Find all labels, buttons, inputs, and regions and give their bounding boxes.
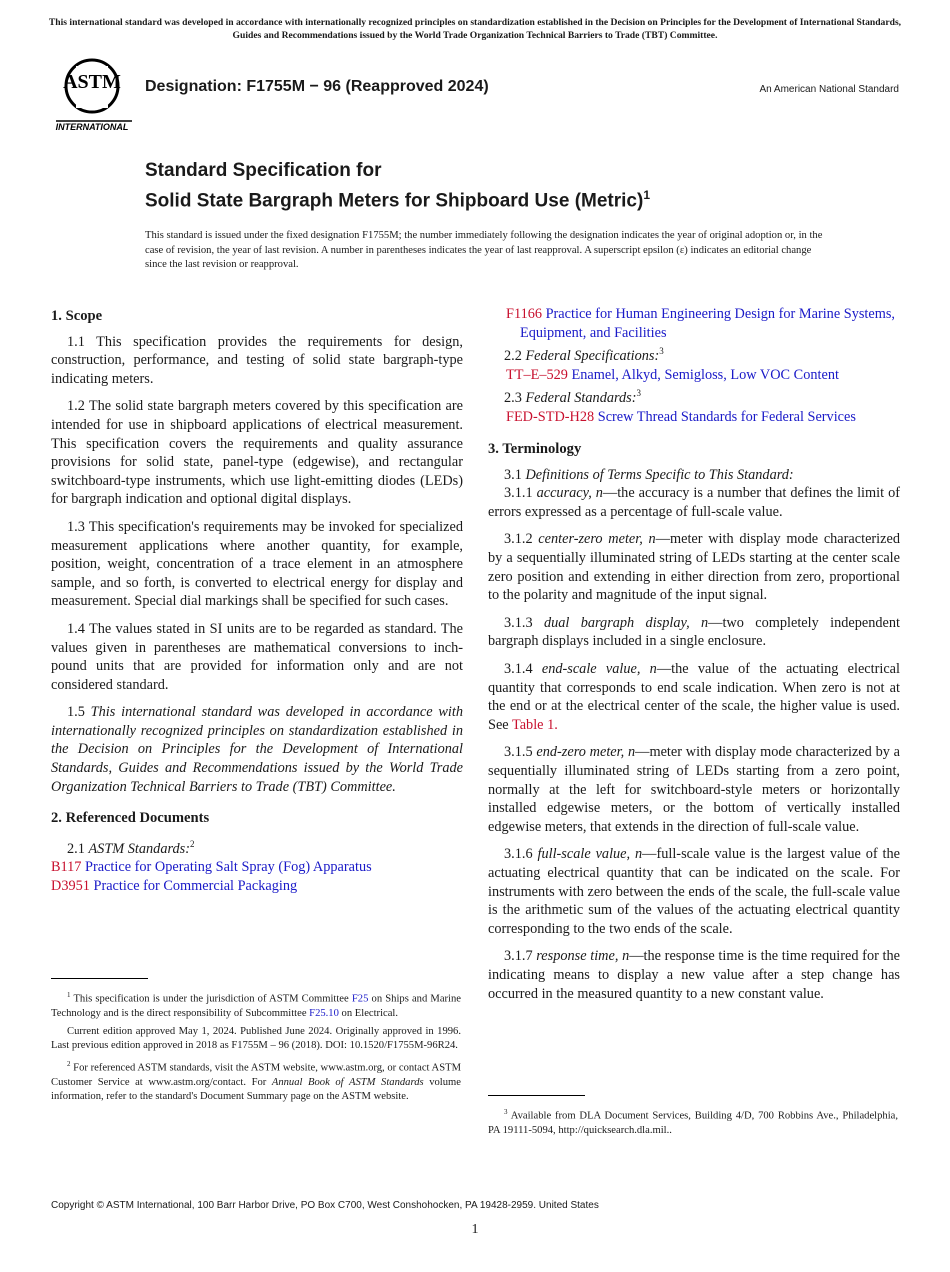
logo-text: ASTM [63, 71, 121, 93]
footnotes-left [51, 988, 461, 1108]
link-f25-10[interactable]: F25.10 [309, 1007, 339, 1019]
designation: Designation: F1755M − 96 (Reapproved 2024) [145, 78, 489, 95]
federal-specifications-label: 2.2 Federal Specifications:$^3$ [504, 346, 664, 364]
left-column [51, 305, 463, 895]
footnote-rule-left [51, 978, 148, 979]
para-1-1: 1.1 This specification provides the requirements for design, construction, performance, and testing of solid state bargraph-type indicating meters. [51, 333, 463, 387]
link-table-1[interactable]: Table 1. [511, 716, 558, 733]
title-line-2: Solid State Bargraph Meters for Shipboard Use (Metric) [145, 190, 644, 212]
term-center-zero: 3.1.2 center-zero meter, n—meter with display mode characterized by a sequentially illuminated string of LEDs starting at the center scale zero position and extending in either direction from zero, proportional to the polarity and magnitude of the input signal. [488, 531, 900, 604]
title-line-1: Standard Specification for [145, 160, 382, 181]
ref-fed-std-h28[interactable]: FED-STD-H28 Screw Thread Standards for Federal Services [506, 408, 856, 425]
term-accuracy: 3.1.1 accuracy, n—the accuracy is a number that defines the limit of errors expressed as a percentage of full-scale value. [488, 485, 900, 520]
ref-b117[interactable]: B117 Practice for Operating Salt Spray (Fog) Apparatus [51, 859, 372, 876]
logo-subtext: INTERNATIONAL [55, 122, 129, 132]
term-end-zero: 3.1.5 end-zero meter, n—meter with display mode characterized by a sequentially illuminated string of LEDs starting from a zero point, normally at the left for switchboard-style meters or horizontally installed edgewise meters, or the bottom of vertically installed edgewise meters, that extends in the direction of full-scale value. [488, 744, 901, 835]
footnote-rule-right [488, 1095, 585, 1096]
para-1-4: 1.4 The values stated in SI units are to be regarded as standard. The values given in parentheses are mathematical conversions to inch-pound units that are provided for information only and are not considered standard. [51, 620, 463, 693]
link-f25[interactable]: F25 [351, 993, 369, 1005]
ref-d3951[interactable]: D3951 Practice for Commercial Packaging [51, 877, 298, 894]
document-title [145, 159, 650, 213]
para-1-2: 1.2 The solid state bargraph meters covered by this specification are intended for use in shipboard applications of electrical measurement. This specification covers the requirements and quality assurance provisions for solid state, panel-type (edgewise), and rectangular switchboard-type instruments, which use light-emitting diodes (LEDs) for bargraph indication and optional digital displays. [51, 398, 463, 508]
footnotes-right [488, 1105, 898, 1142]
terminology-heading: 3. Terminology [488, 441, 582, 458]
footnote-2: $^2$ For referenced ASTM standards, visit the ASTM website, www.astm.org, or contact ASTM Customer Service at www.astm.org/contact. For Annual Book of ASTM Standards volume information, refer to the standard's Document Summary page on the ASTM website. [51, 1060, 461, 1103]
scope-heading: 1. Scope [51, 308, 103, 324]
federal-standards-label: 2.3 Federal Standards:$^3$ [504, 388, 642, 406]
footnote-3: $^3$ Available from DLA Document Services, Building 4/D, 700 Robbins Ave., Philadelphia, PA 19111-5094, http://quicksearch.dla.mil.. [488, 1108, 898, 1136]
term-full-scale: 3.1.6 full-scale value, n—full-scale value is the largest value of the actuating electrical quantity that can be indicated on the scale. For instruments with zero between the ends of the scale, the full-scale value is the arithmetic sum of the values of the actuating electrical quantity corresponding to the two ends of the scale. [488, 846, 900, 937]
term-dual-bargraph: 3.1.3 dual bargraph display, n—two completely independent bargraph displays included in a single enclosure. [488, 614, 900, 650]
refdocs-heading: 2. Referenced Documents [51, 810, 210, 827]
ref-tt-e-529[interactable]: TT–E–529 Enamel, Alkyd, Semigloss, Low VOC Content [506, 366, 839, 383]
term-response-time: 3.1.7 response time, n—the response time is the time required for the indicating means to display a new value after a step change has occurred in the measured quantity to a new constant value. [488, 948, 900, 1002]
copyright: Copyright © ASTM International, 100 Barr Harbor Drive, PO Box C700, West Conshohocken, PA 19428-2959. United States [51, 1200, 599, 1211]
para-1-3: 1.3 This specification's requirements may be invoked for specialized measurement applications where another quantity, for example, position, weight, concentration of a trace element in an atmosphere sample, and so forth, is converted to electrical energy for display and measurement. Special dial markings shall be specified for such cases. [51, 518, 463, 610]
american-national-standard: An American National Standard [759, 84, 899, 95]
page-number: 1 [471, 1222, 479, 1237]
top-notice: This international standard was developed in accordance with internationally recognized principles on standardization established in the Decision on Principles for the Development of International Standards, Guides and Recommendations issued by the World Trade Organization Technical Barriers to Trade (TBT) Committee. [48, 17, 902, 41]
para-1-5: 1.5 This international standard was developed in accordance with internationally recognized principles on standardization established in the Decision on Principles for the Development of International Standards, Guides and Recommendations issued by the World Trade Organization Technical Barriers to Trade (TBT) Committee. [51, 704, 463, 795]
right-column [488, 305, 900, 1012]
astm-logo [54, 58, 136, 136]
ref-f1166[interactable]: F1166 Practice for Human Engineering Design for Marine Systems, Equipment, and Facilities [506, 306, 895, 341]
astm-standards-label: 2.1 ASTM Standards:$^2$ [67, 838, 195, 857]
definitions-label: 3.1 Definitions of Terms Specific to This Standard: [504, 466, 794, 483]
footnote-1-edition: Current edition approved May 1, 2024. Published June 2024. Originally approved in 1996. Last previous edition approved in 2018 as F1755M – 96 (2018). DOI: 10.1520/F1755M-96R24. [51, 1025, 461, 1052]
issued-note: This standard is issued under the fixed designation F1755M; the number immediately following the designation indicates the year of original adoption or, in the case of revision, the year of last revision. A number in parentheses indicates the year of last reapproval. A superscript epsilon (ε) indicates an editorial change since the last revision or reapproval. [145, 230, 823, 270]
footnote-1: $^1$ This specification is under the jurisdiction of ASTM Committee F25 on Ships and Marine Technology and is the direct responsibility of Subcommittee F25.10 on Electrical. [51, 991, 461, 1019]
title-footnote-mark: 1 [643, 188, 650, 202]
term-end-scale: 3.1.4 end-scale value, n—the value of the actuating electrical quantity that corresponds to end scale indication. When zero is not at the end or at the electrical center of the scale, the higher value is used. See Table 1. [488, 661, 900, 733]
